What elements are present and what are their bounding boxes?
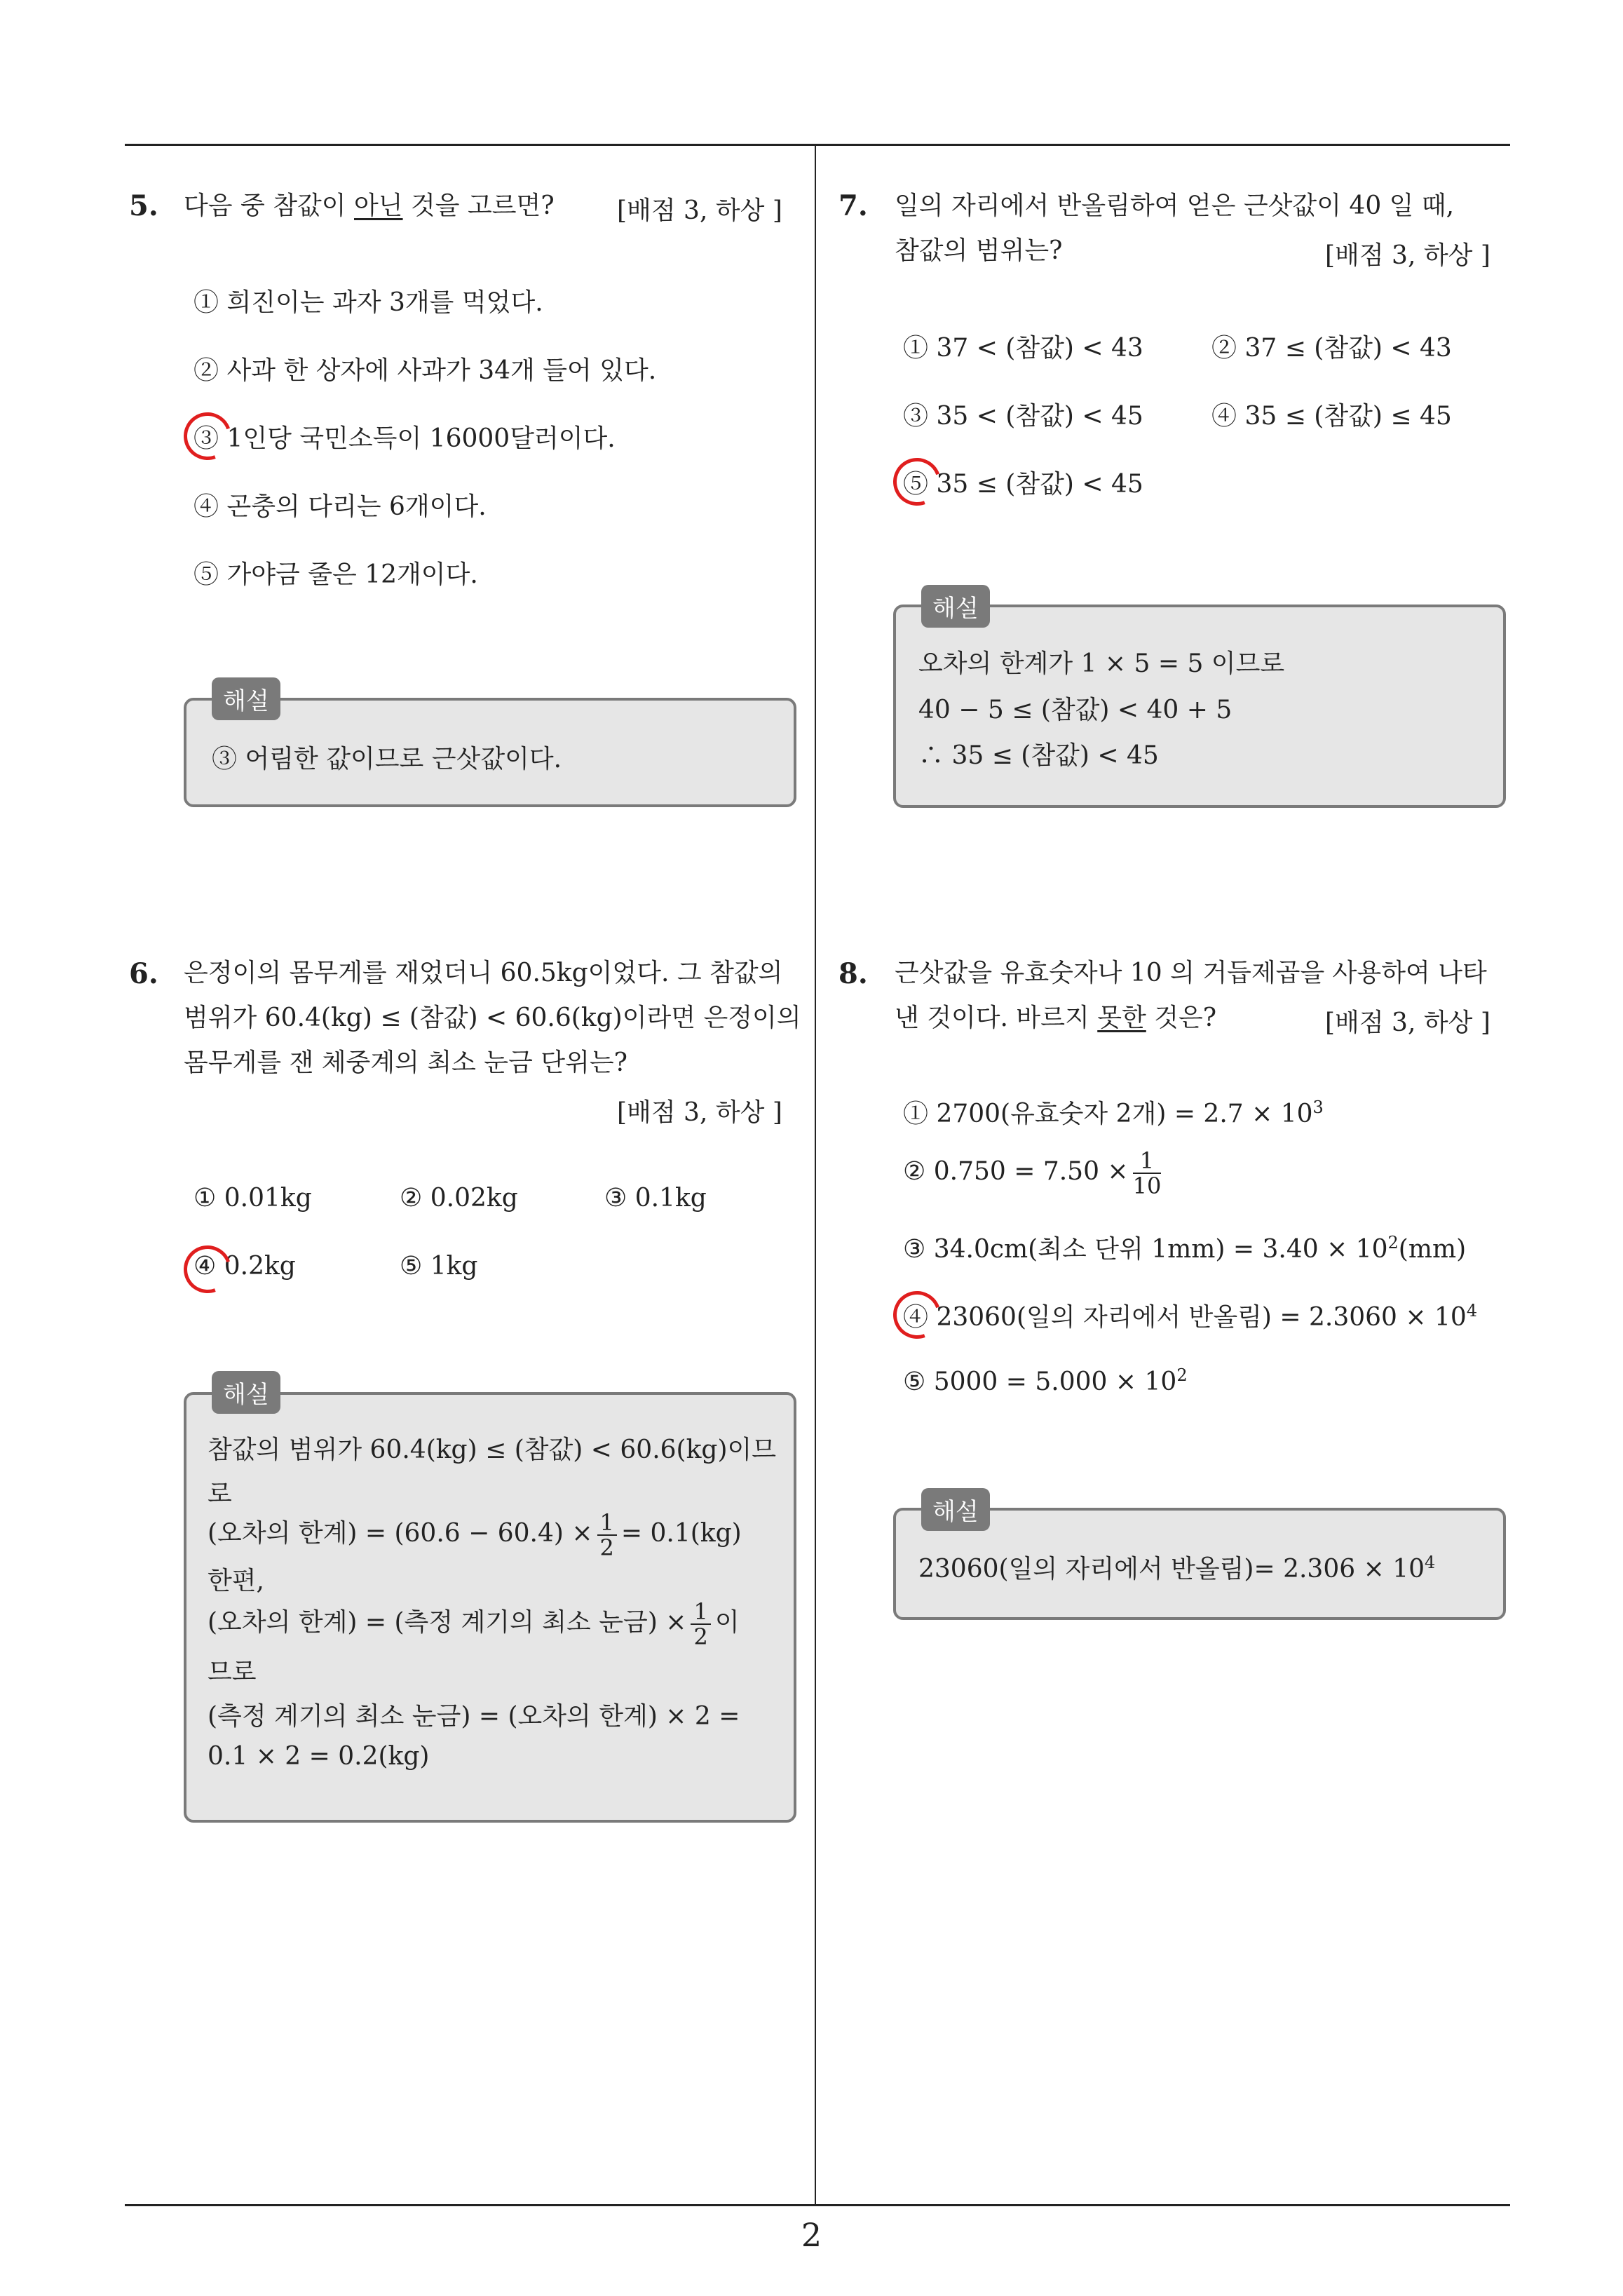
question-number: 6. bbox=[129, 957, 158, 990]
explanation-line-7: (측정 계기의 최소 눈금) = (오차의 한계) × 2 = bbox=[208, 1702, 740, 1731]
question-stem: 다음 중 참값이 아닌 것을 고르면? bbox=[184, 191, 555, 220]
fraction: $\frac{1}{10}$ bbox=[1132, 1147, 1162, 1199]
question-stem-line-1: 은정이의 몸무게를 재었더니 60.5kg이었다. 그 참값의 bbox=[184, 959, 783, 987]
explanation-line-4: 한편, bbox=[208, 1567, 264, 1595]
explanation-line-2: 40 − 5 ≤ (참값) < 40 + 5 bbox=[918, 696, 1232, 724]
explanation-line-3: ∴ 35 ≤ (참값) < 45 bbox=[918, 741, 1159, 770]
explanation-line-5: (오차의 한계) = (측정 계기의 최소 눈금) × $\frac{1}{2}$ 이 bbox=[208, 1598, 740, 1650]
answer-mark bbox=[885, 450, 949, 513]
question-stem-line-3: 몸무게를 잰 체중계의 최소 눈금 단위는? bbox=[184, 1048, 627, 1077]
question-number: 7. bbox=[838, 189, 868, 222]
score-info: [배점 3, 하상 ] bbox=[617, 1098, 782, 1127]
score-info: [배점 3, 하상 ] bbox=[1325, 1008, 1490, 1037]
option-5[interactable]: ⑤ 가야금 줄은 12개이다. bbox=[193, 560, 478, 589]
option-3[interactable]: ③ 34.0cm(최소 단위 $1mm) = 3.40 \times 10^2(mm)$ bbox=[903, 1233, 1467, 1264]
explanation-line-6: 므로 bbox=[208, 1658, 257, 1687]
option-1[interactable]: ① 37 < (참값) < 43 bbox=[903, 334, 1143, 363]
option-3[interactable]: ③ 0.1kg bbox=[604, 1184, 707, 1213]
question-stem-line-2: 참값의 범위는? bbox=[895, 236, 1063, 265]
score-info: [배점 3, 하상 ] bbox=[617, 196, 782, 225]
explanation-text: 23060(일의 자리에서 반올림)= $2.306 \times 10^4$ bbox=[918, 1553, 1436, 1583]
explanation-box bbox=[893, 605, 1506, 808]
option-1[interactable]: ① 희진이는 과자 3개를 먹었다. bbox=[193, 288, 543, 317]
question-stem-line-1: 근삿값을 유효숫자나 10 의 거듭제곱을 사용하여 나타 bbox=[895, 959, 1487, 987]
option-1[interactable]: ① 2700(유효숫자 2개) = $2.7 \times 10^3$ bbox=[903, 1098, 1324, 1128]
option-2[interactable]: ② 사과 한 상자에 사과가 34개 들어 있다. bbox=[193, 356, 657, 385]
option-1[interactable]: ① 0.01kg bbox=[193, 1184, 312, 1213]
option-3[interactable]: ③ 1인당 국민소득이 16000달러이다. bbox=[193, 424, 616, 453]
option-3[interactable]: ③ 35 < (참값) < 45 bbox=[903, 402, 1143, 431]
explanation-tag: 해설 bbox=[212, 1371, 280, 1414]
explanation-line-1: 오차의 한계가 1 × 5 = 5 이므로 bbox=[918, 649, 1285, 678]
column-divider bbox=[815, 144, 816, 2206]
option-5[interactable]: ⑤ $5000 = 5.000 \times 10^2$ bbox=[903, 1365, 1188, 1396]
question-stem-line-1: 일의 자리에서 반올림하여 얻은 근삿값이 40 일 때, bbox=[895, 191, 1455, 220]
option-2[interactable]: ② 0.750 = 7.50 × $\frac{1}{10}$ bbox=[903, 1147, 1162, 1199]
score-info: [배점 3, 하상 ] bbox=[1325, 241, 1490, 270]
explanation-line-3: (오차의 한계) = (60.6 − 60.4) × $\frac{1}{2}$ = 0.1(kg) bbox=[208, 1509, 742, 1561]
option-2[interactable]: ② 0.02kg bbox=[400, 1184, 518, 1213]
explanation-tag: 해설 bbox=[921, 585, 990, 628]
explanation-tag: 해설 bbox=[921, 1488, 990, 1531]
top-rule bbox=[125, 144, 1510, 146]
answer-mark bbox=[885, 1283, 949, 1346]
question-stem-line-2: 범위가 60.4(kg) ≤ (참값) < 60.6(kg)이라면 은정이의 bbox=[184, 1004, 801, 1032]
option-4[interactable]: ④ 곤충의 다리는 6개이다. bbox=[193, 492, 487, 521]
answer-mark bbox=[176, 405, 239, 468]
option-4[interactable]: ④ 35 ≤ (참값) ≤ 45 bbox=[1211, 402, 1452, 431]
option-5[interactable]: ⑤ 1kg bbox=[400, 1252, 478, 1281]
explanation-line-8: 0.1 × 2 = 0.2(kg) bbox=[208, 1742, 430, 1771]
option-4[interactable]: ④ 23060(일의 자리에서 반올림) = $2.3060 \times 10^4$ bbox=[903, 1301, 1478, 1332]
explanation-line-1: 참값의 범위가 60.4(kg) ≤ (참값) < 60.6(kg)이므 bbox=[208, 1436, 777, 1464]
explanation-line-2: 로 bbox=[208, 1480, 232, 1508]
bottom-rule bbox=[125, 2204, 1510, 2206]
fraction: $\frac{1}{2}$ bbox=[691, 1600, 710, 1649]
question-number: 5. bbox=[129, 189, 158, 222]
fraction: $\frac{1}{2}$ bbox=[597, 1511, 617, 1560]
question-stem-line-2: 낸 것이다. 바르지 못한 것은? bbox=[895, 1004, 1217, 1032]
option-2[interactable]: ② 37 ≤ (참값) < 43 bbox=[1211, 334, 1452, 363]
explanation-tag: 해설 bbox=[212, 677, 280, 720]
page-number: 2 bbox=[801, 2216, 822, 2254]
question-number: 8. bbox=[838, 957, 868, 990]
explanation-text: ③ 어림한 값이므로 근삿값이다. bbox=[212, 745, 562, 774]
explanation-box bbox=[184, 1392, 796, 1823]
option-5[interactable]: ⑤ 35 ≤ (참값) < 45 bbox=[903, 470, 1143, 499]
answer-mark bbox=[176, 1238, 239, 1301]
option-4[interactable]: ④ 0.2kg bbox=[193, 1252, 296, 1281]
